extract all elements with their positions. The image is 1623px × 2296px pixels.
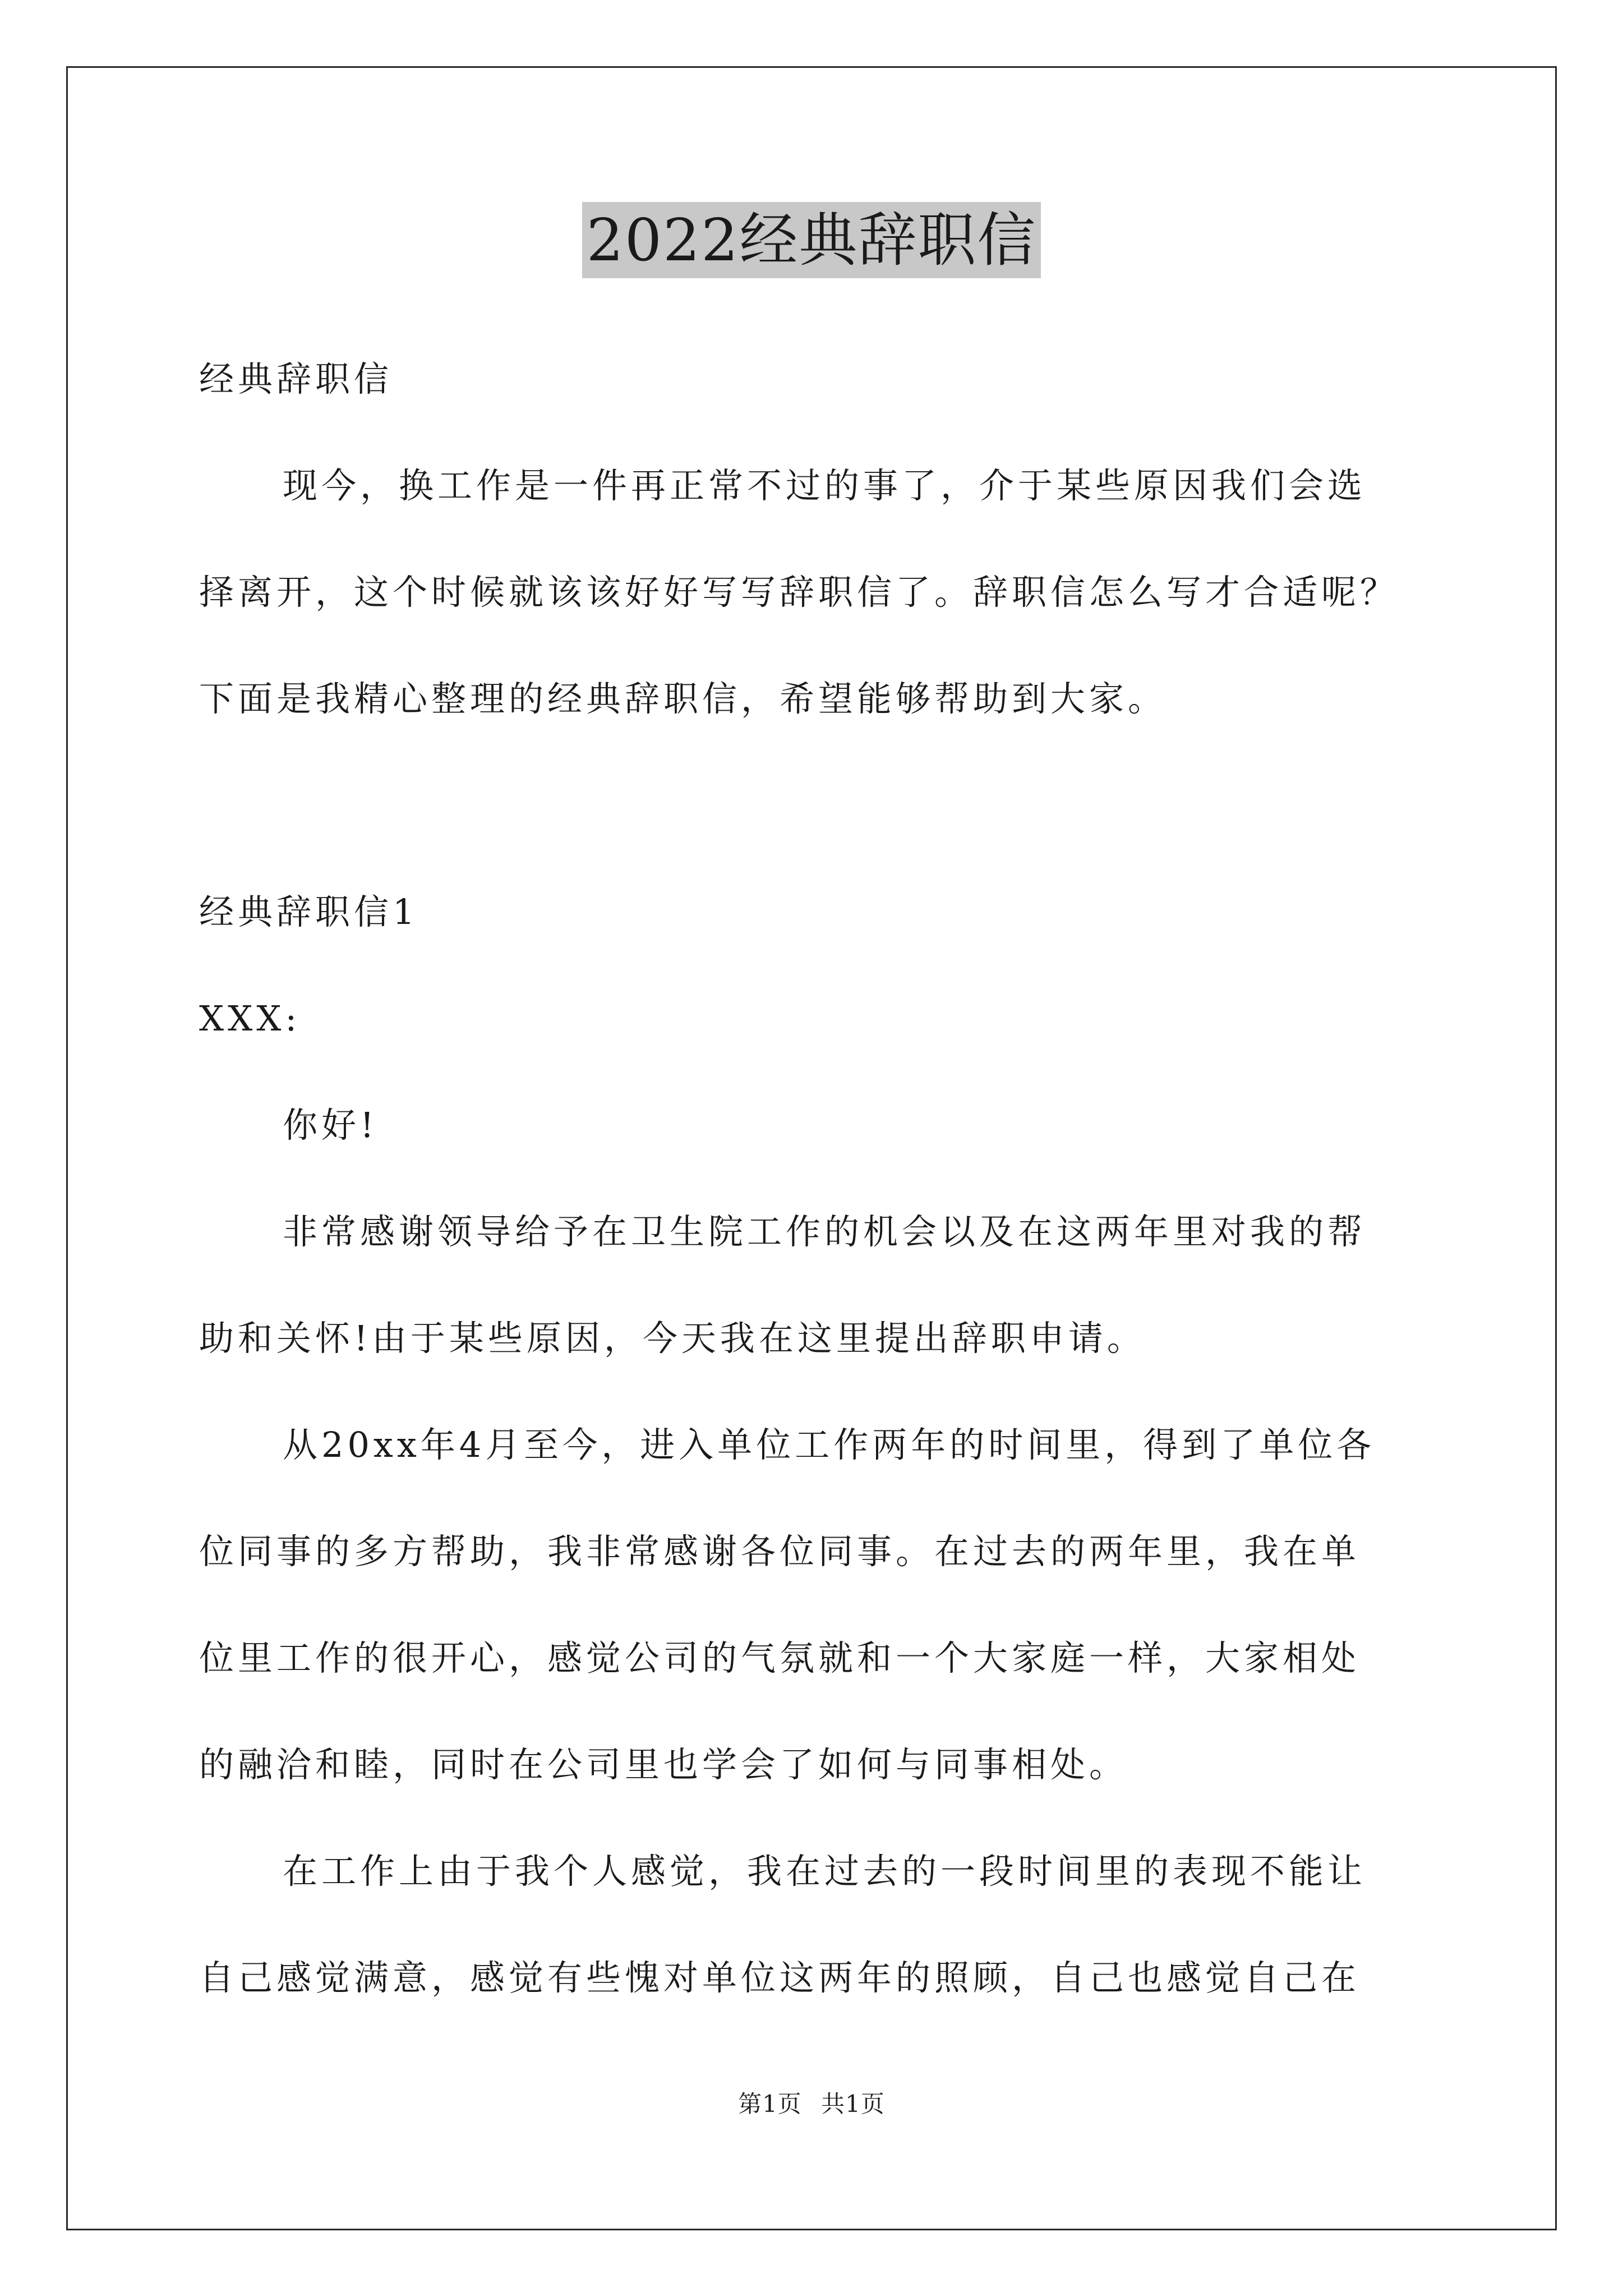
document-subtitle: 经典辞职信 bbox=[199, 358, 393, 399]
page-footer bbox=[0, 2090, 1623, 2118]
para3-line-2: 自己感觉满意，感觉有些愧对单位这两年的照顾，自己也感觉自己在 bbox=[199, 1957, 1361, 1998]
para2-line-2: 位同事的多方帮助，我非常感谢各位同事。在过去的两年里，我在单 bbox=[199, 1531, 1361, 1572]
section-heading: 经典辞职信1 bbox=[199, 891, 419, 932]
greeting: 你好! bbox=[283, 1105, 378, 1145]
para3-line-1: 在工作上由于我个人感觉，我在过去的一段时间里的表现不能让 bbox=[283, 1851, 1367, 1892]
total-pages: 共1页 bbox=[821, 2090, 885, 2118]
intro-line-2: 择离开，这个时候就该该好好写写辞职信了。辞职信怎么写才合适呢？ bbox=[199, 572, 1399, 613]
para1-line-1: 非常感谢领导给予在卫生院工作的机会以及在这两年里对我的帮 bbox=[283, 1211, 1367, 1252]
salutation: XXX: bbox=[199, 998, 301, 1039]
intro-line-1: 现今，换工作是一件再正常不过的事了，介于某些原因我们会选 bbox=[283, 465, 1367, 506]
document-title: 2022经典辞职信 bbox=[582, 202, 1041, 278]
page-number: 第1页 bbox=[738, 2090, 802, 2118]
para2-line-3: 位里工作的很开心，感觉公司的气氛就和一个大家庭一样，大家相处 bbox=[199, 1637, 1361, 1678]
title-container bbox=[0, 202, 1623, 278]
para2-line-4: 的融洽和睦，同时在公司里也学会了如何与同事相处。 bbox=[199, 1744, 1128, 1785]
para2-line-1: 从20xx年4月至今，进入单位工作两年的时间里，得到了单位各 bbox=[283, 1424, 1376, 1465]
intro-line-3: 下面是我精心整理的经典辞职信，希望能够帮助到大家。 bbox=[199, 678, 1167, 719]
para1-line-2: 助和关怀!由于某些原因，今天我在这里提出辞职申请。 bbox=[199, 1318, 1146, 1359]
